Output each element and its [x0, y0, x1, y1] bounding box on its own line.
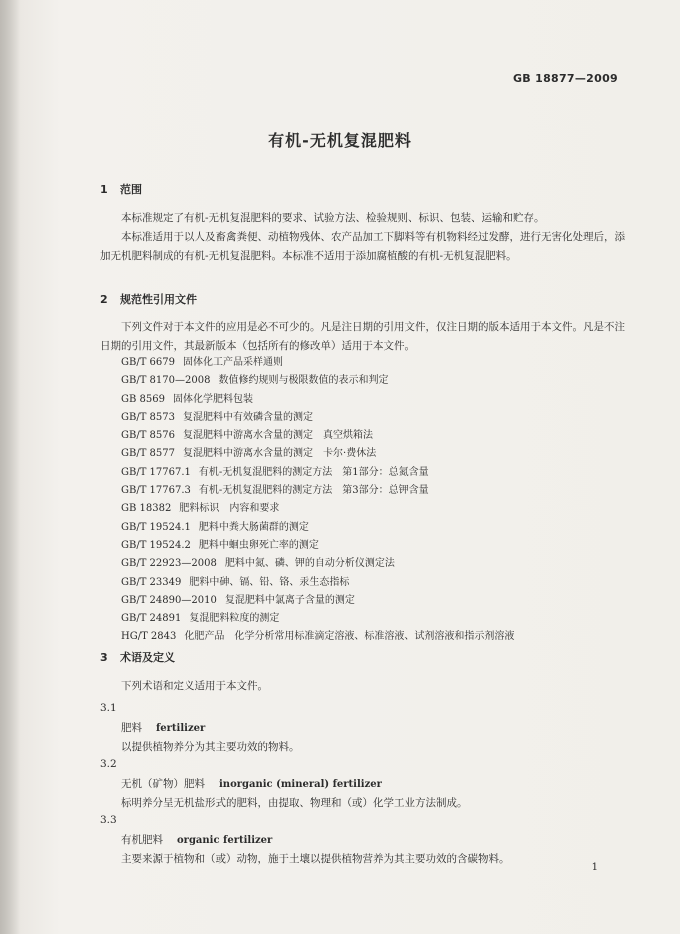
paragraph: 本标准规定了有机-无机复混肥料的要求、试验方法、检验规则、标识、包装、运输和贮存。 [121, 212, 545, 224]
reference-item [121, 482, 514, 500]
reference-title: 固体化学肥料包装 [172, 393, 253, 405]
reference-title: 化肥产品 化学分析常用标准滴定溶液、标准溶液、试剂溶液和指示剂溶液 [184, 631, 515, 643]
reference-item [121, 555, 514, 573]
reference-item [121, 391, 514, 409]
reference-item [121, 464, 514, 482]
reference-title: 有机-无机复混肥料的测定方法 第1部分：总氮含量 [198, 466, 429, 478]
reference-code: GB/T 8577 [121, 448, 176, 460]
reference-title: 复混肥料中氯离子含量的测定 [224, 594, 355, 606]
reference-code: GB/T 17767.3 [121, 485, 191, 497]
reference-item [121, 628, 514, 646]
section-2-intro [100, 318, 625, 356]
reference-code: GB/T 8573 [121, 411, 176, 423]
reference-item [121, 574, 514, 592]
reference-item [121, 354, 514, 372]
reference-list [121, 354, 514, 647]
reference-item [121, 537, 514, 555]
reference-item [121, 610, 514, 628]
section-1-heading [100, 181, 142, 197]
document-title: 有机-无机复混肥料 [268, 131, 412, 150]
reference-title: 固体化工产品采样通则 [183, 357, 284, 368]
reference-title: 复混肥料中游离水含量的测定 卡尔·费休法 [183, 448, 377, 460]
term-definition: 主要来源于植物和（或）动物，施于土壤以提供植物营养为其主要功效的含碳物料。 [121, 853, 510, 865]
reference-item [121, 409, 514, 427]
reference-code: GB/T 8576 [121, 430, 176, 442]
term-zh: 无机（矿物）肥料 [121, 778, 205, 790]
reference-title: 肥料中砷、镉、铅、铬、汞生态指标 [189, 576, 350, 588]
reference-code: GB/T 19524.1 [121, 521, 191, 533]
reference-title: 肥料中蛔虫卵死亡率的测定 [198, 539, 319, 551]
paragraph: 下列文件对于本文件的应用是必不可少的。凡是注日期的引用文件，仅注日期的版本适用于本文件。凡是不注日期的引用文件，其最新版本（包括所有的修改单）适用于本文件。 [100, 321, 625, 352]
section-3-intro [100, 677, 625, 696]
reference-title: 肥料中粪大肠菌群的测定 [198, 521, 309, 533]
term-zh: 有机肥料 [121, 834, 163, 846]
term-number: 3.2 [100, 758, 117, 770]
reference-item [121, 445, 514, 463]
section-1-body [100, 209, 625, 266]
reference-title: 复混肥料粒度的测定 [189, 613, 280, 625]
term-heading [121, 832, 272, 847]
section-3-heading [100, 649, 175, 665]
reference-title: 肥料中氮、磷、钾的自动分析仪测定法 [224, 558, 395, 570]
reference-code: GB 18382 [121, 503, 172, 515]
reference-code: GB/T 6679 [121, 357, 176, 368]
reference-item [121, 372, 514, 390]
term-heading [121, 720, 205, 735]
reference-code: GB/T 22923—2008 [121, 558, 217, 570]
section-number: 1 [100, 183, 108, 196]
section-title: 术语及定义 [120, 651, 175, 664]
term-definition: 标明养分呈无机盐形式的肥料，由提取、物理和（或）化学工业方法制成。 [121, 797, 468, 809]
reference-item [121, 427, 514, 445]
reference-code: GB/T 24890—2010 [121, 594, 217, 606]
paragraph: 下列术语和定义适用于本文件。 [121, 680, 268, 692]
reference-title: 复混肥料中游离水含量的测定 真空烘箱法 [183, 430, 374, 442]
reference-code: GB/T 23349 [121, 576, 182, 588]
reference-title: 有机-无机复混肥料的测定方法 第3部分：总钾含量 [198, 485, 429, 497]
reference-code: GB 8569 [121, 393, 165, 405]
section-2-heading [100, 291, 197, 307]
term-en: organic fertilizer [177, 835, 273, 846]
section-title: 规范性引用文件 [120, 293, 197, 306]
reference-item [121, 500, 514, 518]
reference-title: 复混肥料中有效磷含量的测定 [183, 411, 314, 423]
reference-code: HG/T 2843 [121, 631, 177, 643]
section-number: 3 [100, 651, 108, 664]
term-en: fertilizer [156, 723, 206, 734]
reference-code: GB/T 24891 [121, 613, 182, 625]
reference-title: 数值修约规则与极限数值的表示和判定 [218, 375, 389, 387]
term-zh: 肥料 [121, 722, 142, 734]
section-number: 2 [100, 293, 108, 306]
standard-number: GB 18877—2009 [512, 72, 618, 85]
term-definition: 以提供植物养分为其主要功效的物料。 [121, 741, 300, 753]
term-en: inorganic (mineral) fertilizer [219, 779, 382, 790]
page-number: 1 [591, 862, 598, 873]
reference-item [121, 592, 514, 610]
term-number: 3.1 [100, 702, 117, 714]
paragraph: 本标准适用于以人及畜禽粪便、动植物残体、农产品加工下脚料等有机物料经过发酵，进行无害化处理后，添加无机肥料制成的有机-无机复混肥料。本标准不适用于添加腐植酸的有机-无机复混肥料。 [100, 231, 625, 262]
term-number: 3.3 [100, 814, 117, 826]
reference-title: 肥料标识 内容和要求 [179, 503, 280, 515]
reference-code: GB/T 8170—2008 [121, 375, 211, 387]
term-heading [121, 776, 382, 791]
section-title: 范围 [120, 183, 142, 196]
reference-code: GB/T 19524.2 [121, 539, 191, 551]
reference-code: GB/T 17767.1 [121, 466, 191, 478]
reference-item [121, 519, 514, 537]
